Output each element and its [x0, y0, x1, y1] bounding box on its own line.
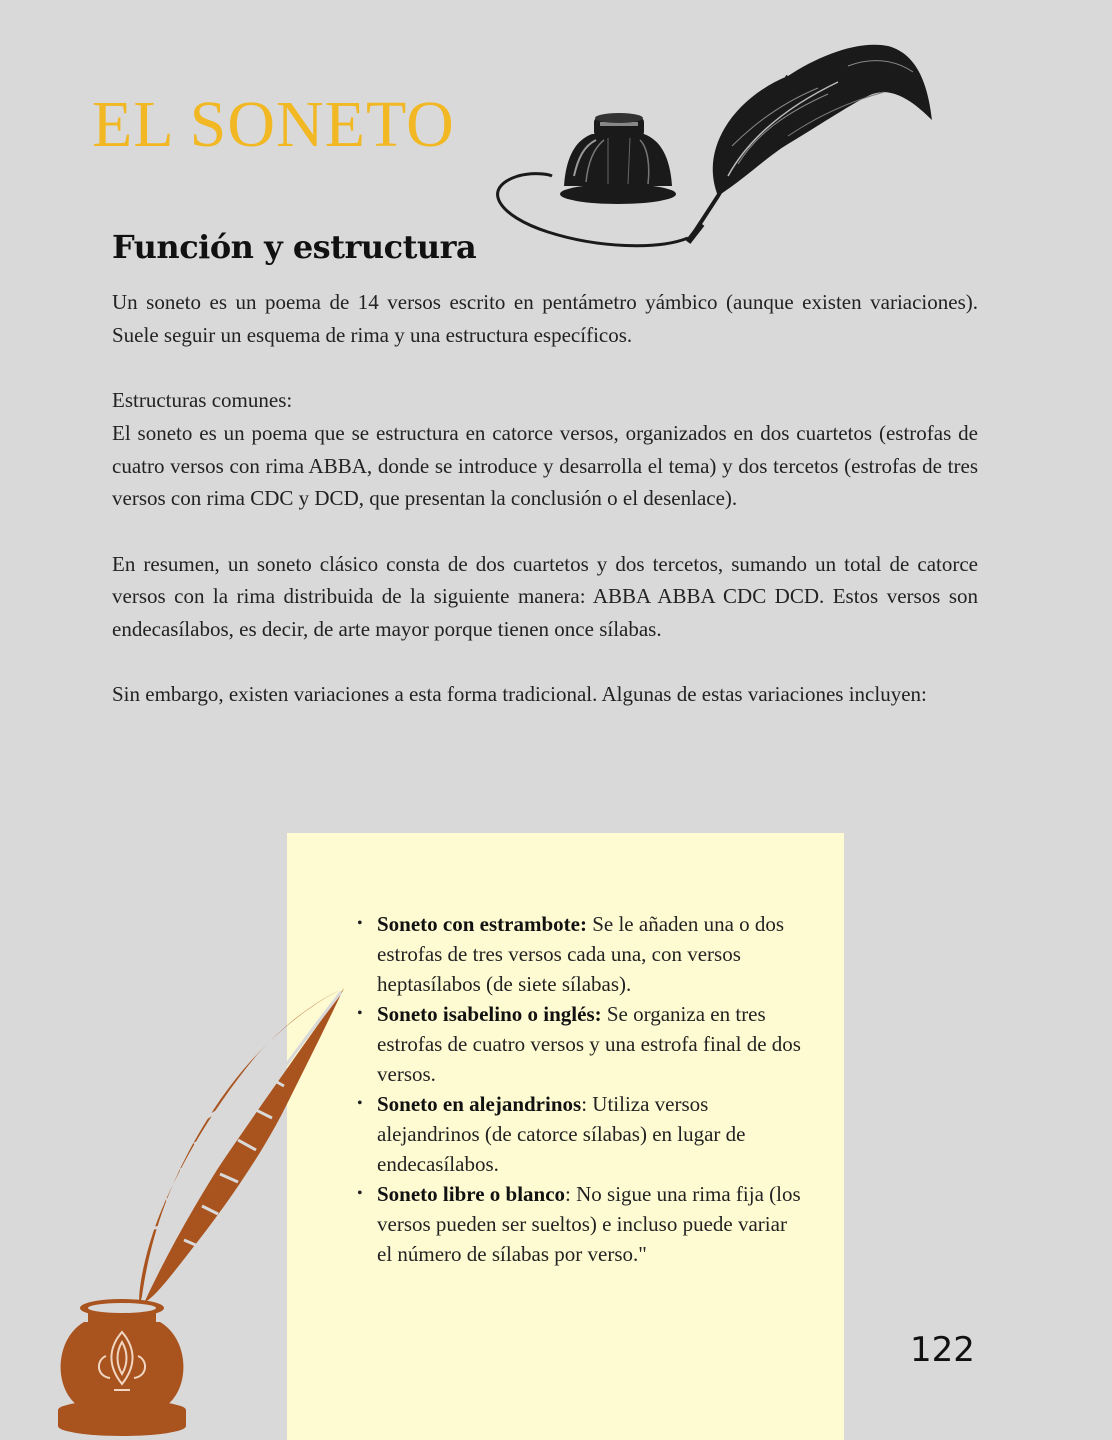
list-item-term: Soneto isabelino o inglés:: [377, 1002, 602, 1026]
list-item: [357, 1179, 807, 1269]
list-item-description: : No sigue una rima fija (los versos pueden ser sueltos) e incluso puede variar el número de sílabas por verso.": [377, 1182, 801, 1266]
list-item-term: Soneto con estrambote:: [377, 912, 587, 936]
list-item: [357, 999, 807, 1089]
page-title: EL SONETO: [92, 88, 455, 161]
bullet-icon: •: [357, 1185, 363, 1202]
page-number: 122: [910, 1330, 975, 1370]
bullet-icon: •: [357, 1005, 363, 1022]
list-item-description: Se le añaden una o dos estrofas de tres versos cada una, con versos heptasílabos (de siete sílabas).: [377, 912, 785, 996]
list-item-term: Soneto en alejandrinos: [377, 1092, 582, 1116]
variations-box: [287, 833, 844, 1440]
brown-quill-inkpot-icon: [56, 986, 352, 1440]
list-item-term: Soneto libre o blanco: [377, 1182, 566, 1206]
summary-paragraph: En resumen, un soneto clásico consta de dos cuartetos y dos tercetos, sumando un total de catorce versos con la rima distribuida de la siguiente manera: ABBA ABBA CDC DCD. Estos versos son endecasílabos, es decir, de arte mayor porque tienen once sílabas.: [112, 551, 978, 641]
structures-paragraph: El soneto es un poema que se estructura en catorce versos, organizados en dos cuartetos (estrofas de cuatro versos con rima ABBA, donde se introduce y desarrolla el tema) y dos tercetos (estrofas de tres versos con rima CDC y DCD, que presentan la conclusión o el desenlace).: [112, 420, 978, 511]
bullet-icon: •: [357, 915, 363, 932]
list-item: [357, 909, 807, 999]
list-item: [357, 1089, 807, 1179]
list-item-description: Se organiza en tres estrofas de cuatro versos y una estrofa final de dos versos.: [377, 1002, 801, 1086]
intro-paragraph: Un soneto es un poema de 14 versos escrito en pentámetro yámbico (aunque existen variaciones). Suele seguir un esquema de rima y una estructura específicos.: [112, 290, 978, 347]
structures-label: Estructuras comunes:: [112, 388, 293, 413]
bullet-icon: •: [357, 1095, 363, 1112]
section-heading: Función y estructura: [112, 228, 477, 266]
variations-list: [357, 909, 807, 1269]
body-text: [112, 286, 978, 711]
inkwell-and-quill-icon: [488, 36, 938, 252]
variations-intro-paragraph: Sin embargo, existen variaciones a esta forma tradicional. Algunas de estas variaciones incluyen:: [112, 682, 927, 707]
list-item-description: : Utiliza versos alejandrinos (de catorce sílabas) en lugar de endecasílabos.: [377, 1092, 746, 1176]
